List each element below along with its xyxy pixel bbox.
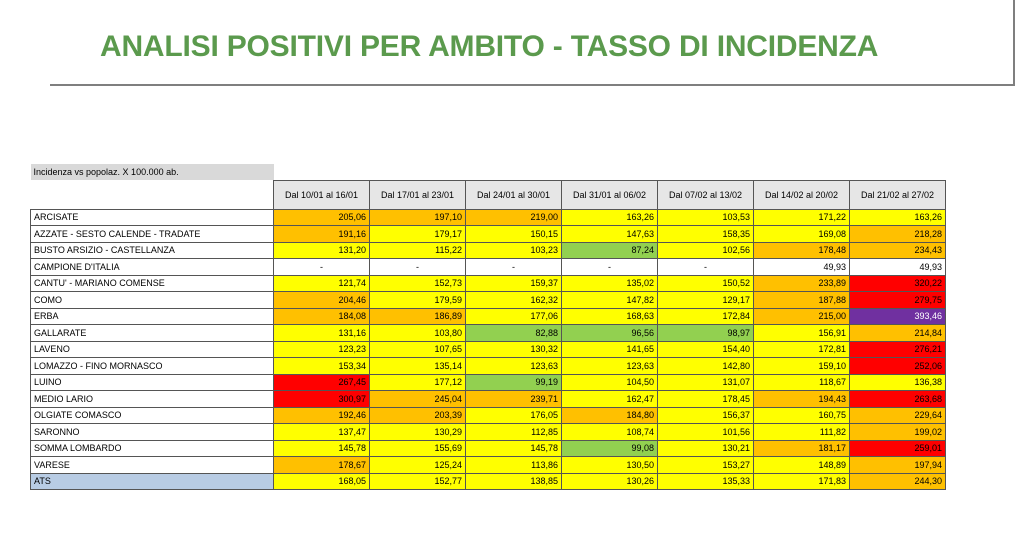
row-label: ARCISATE <box>31 209 274 226</box>
table-cell: 115,22 <box>370 242 466 259</box>
table-cell: 155,69 <box>370 440 466 457</box>
table-cell: 130,32 <box>466 341 562 358</box>
table-cell: 244,30 <box>850 473 946 490</box>
table-cell: 104,50 <box>562 374 658 391</box>
table-cell: 320,22 <box>850 275 946 292</box>
table-cell: 129,17 <box>658 292 754 309</box>
table-cell: 131,16 <box>274 325 370 342</box>
table-row <box>31 209 946 226</box>
table-cell: 186,89 <box>370 308 466 325</box>
table-cell: 239,71 <box>466 391 562 408</box>
table-cell: 159,10 <box>754 358 850 375</box>
table-cell: 178,48 <box>754 242 850 259</box>
table-row <box>31 292 946 309</box>
title-underline <box>50 84 1015 86</box>
table-cell: 49,93 <box>754 259 850 276</box>
table-row <box>31 391 946 408</box>
table-cell: 152,73 <box>370 275 466 292</box>
table-cell: 103,23 <box>466 242 562 259</box>
column-header: Dal 31/01 al 06/02 <box>562 180 658 209</box>
column-header: Dal 10/01 al 16/01 <box>274 180 370 209</box>
caption-spacer <box>754 164 850 180</box>
table-cell: 113,86 <box>466 457 562 474</box>
table-cell: 163,26 <box>850 209 946 226</box>
column-header: Dal 21/02 al 27/02 <box>850 180 946 209</box>
table-cell: 172,81 <box>754 341 850 358</box>
row-label: GALLARATE <box>31 325 274 342</box>
caption-spacer <box>274 164 370 180</box>
table-cell: 136,38 <box>850 374 946 391</box>
table-cell: - <box>274 259 370 276</box>
table-row <box>31 473 946 490</box>
row-label: OLGIATE COMASCO <box>31 407 274 424</box>
row-label: BUSTO ARSIZIO - CASTELLANZA <box>31 242 274 259</box>
table-cell: 152,77 <box>370 473 466 490</box>
table-cell: 204,46 <box>274 292 370 309</box>
row-label: CANTU' - MARIANO COMENSE <box>31 275 274 292</box>
table-row <box>31 341 946 358</box>
table-row <box>31 407 946 424</box>
table-cell: 148,89 <box>754 457 850 474</box>
column-header: Dal 14/02 al 20/02 <box>754 180 850 209</box>
row-label: CAMPIONE D'ITALIA <box>31 259 274 276</box>
table-cell: 187,88 <box>754 292 850 309</box>
table-cell: 87,24 <box>562 242 658 259</box>
table-row <box>31 275 946 292</box>
table-cell: 156,37 <box>658 407 754 424</box>
table-cell: 153,34 <box>274 358 370 375</box>
table-cell: - <box>562 259 658 276</box>
table-cell: - <box>466 259 562 276</box>
table-cell: 205,06 <box>274 209 370 226</box>
table-cell: 125,24 <box>370 457 466 474</box>
table-row <box>31 308 946 325</box>
table-cell: 171,22 <box>754 209 850 226</box>
table-cell: 197,94 <box>850 457 946 474</box>
row-label: LAVENO <box>31 341 274 358</box>
table-row <box>31 259 946 276</box>
table-cell: 150,52 <box>658 275 754 292</box>
table-cell: 141,65 <box>562 341 658 358</box>
table-row <box>31 325 946 342</box>
row-label: ATS <box>31 473 274 490</box>
row-label: VARESE <box>31 457 274 474</box>
table-cell: 168,05 <box>274 473 370 490</box>
column-header: Dal 17/01 al 23/01 <box>370 180 466 209</box>
table-cell: 163,26 <box>562 209 658 226</box>
row-label: MEDIO LARIO <box>31 391 274 408</box>
table-caption: Incidenza vs popolaz. X 100.000 ab. <box>31 164 274 180</box>
table-cell: 123,23 <box>274 341 370 358</box>
table-cell: 99,08 <box>562 440 658 457</box>
table-cell: 130,50 <box>562 457 658 474</box>
row-label: LUINO <box>31 374 274 391</box>
table-cell: 138,85 <box>466 473 562 490</box>
incidence-table-container <box>30 164 946 490</box>
caption-row <box>31 164 946 180</box>
row-label: AZZATE - SESTO CALENDE - TRADATE <box>31 226 274 243</box>
caption-spacer <box>466 164 562 180</box>
table-cell: 172,84 <box>658 308 754 325</box>
table-cell: 150,15 <box>466 226 562 243</box>
slide-title: ANALISI POSITIVI PER AMBITO - TASSO DI INCIDENZA <box>100 30 879 63</box>
row-label: SOMMA LOMBARDO <box>31 440 274 457</box>
column-header: Dal 07/02 al 13/02 <box>658 180 754 209</box>
table-cell: 233,89 <box>754 275 850 292</box>
table-cell: 214,84 <box>850 325 946 342</box>
caption-spacer <box>850 164 946 180</box>
table-cell: 103,80 <box>370 325 466 342</box>
table-cell: 252,06 <box>850 358 946 375</box>
table-cell: 168,63 <box>562 308 658 325</box>
table-row <box>31 226 946 243</box>
column-header: Dal 24/01 al 30/01 <box>466 180 562 209</box>
table-cell: 179,17 <box>370 226 466 243</box>
table-cell: - <box>658 259 754 276</box>
table-cell: 276,21 <box>850 341 946 358</box>
table-cell: 82,88 <box>466 325 562 342</box>
row-label: SARONNO <box>31 424 274 441</box>
table-cell: 178,67 <box>274 457 370 474</box>
table-cell: 179,59 <box>370 292 466 309</box>
table-cell: 130,21 <box>658 440 754 457</box>
table-cell: 135,33 <box>658 473 754 490</box>
incidence-table <box>30 164 946 490</box>
table-cell: 153,27 <box>658 457 754 474</box>
table-cell: 108,74 <box>562 424 658 441</box>
table-cell: 154,40 <box>658 341 754 358</box>
table-cell: 177,12 <box>370 374 466 391</box>
table-row <box>31 457 946 474</box>
table-row <box>31 358 946 375</box>
table-cell: 178,45 <box>658 391 754 408</box>
caption-spacer <box>658 164 754 180</box>
table-cell: 197,10 <box>370 209 466 226</box>
table-cell: 219,00 <box>466 209 562 226</box>
table-cell: 130,29 <box>370 424 466 441</box>
table-cell: 111,82 <box>754 424 850 441</box>
header-corner <box>31 180 274 209</box>
table-cell: 160,75 <box>754 407 850 424</box>
table-cell: 103,53 <box>658 209 754 226</box>
table-cell: 199,02 <box>850 424 946 441</box>
header-row <box>31 180 946 209</box>
caption-spacer <box>370 164 466 180</box>
table-cell: 137,47 <box>274 424 370 441</box>
table-cell: 145,78 <box>274 440 370 457</box>
table-cell: 267,45 <box>274 374 370 391</box>
table-row <box>31 440 946 457</box>
table-cell: 98,97 <box>658 325 754 342</box>
table-cell: 158,35 <box>658 226 754 243</box>
table-cell: 159,37 <box>466 275 562 292</box>
table-cell: 259,01 <box>850 440 946 457</box>
table-cell: 102,56 <box>658 242 754 259</box>
table-cell: 234,43 <box>850 242 946 259</box>
table-cell: 135,02 <box>562 275 658 292</box>
row-label: COMO <box>31 292 274 309</box>
table-cell: 194,43 <box>754 391 850 408</box>
table-cell: 147,82 <box>562 292 658 309</box>
table-cell: 145,78 <box>466 440 562 457</box>
table-cell: 147,63 <box>562 226 658 243</box>
table-cell: 203,39 <box>370 407 466 424</box>
title-side-rule <box>1013 0 1015 86</box>
table-cell: 121,74 <box>274 275 370 292</box>
table-cell: - <box>370 259 466 276</box>
table-cell: 181,17 <box>754 440 850 457</box>
table-cell: 123,63 <box>562 358 658 375</box>
row-label: LOMAZZO - FINO MORNASCO <box>31 358 274 375</box>
table-cell: 184,08 <box>274 308 370 325</box>
table-row <box>31 242 946 259</box>
table-row <box>31 424 946 441</box>
table-cell: 156,91 <box>754 325 850 342</box>
table-cell: 142,80 <box>658 358 754 375</box>
table-row <box>31 374 946 391</box>
caption-spacer <box>562 164 658 180</box>
table-cell: 177,06 <box>466 308 562 325</box>
table-cell: 245,04 <box>370 391 466 408</box>
table-cell: 279,75 <box>850 292 946 309</box>
table-cell: 135,14 <box>370 358 466 375</box>
table-cell: 130,26 <box>562 473 658 490</box>
table-cell: 162,32 <box>466 292 562 309</box>
table-cell: 229,64 <box>850 407 946 424</box>
table-cell: 123,63 <box>466 358 562 375</box>
table-cell: 99,19 <box>466 374 562 391</box>
table-cell: 107,65 <box>370 341 466 358</box>
table-cell: 300,97 <box>274 391 370 408</box>
table-cell: 191,16 <box>274 226 370 243</box>
table-cell: 49,93 <box>850 259 946 276</box>
table-cell: 176,05 <box>466 407 562 424</box>
table-cell: 131,20 <box>274 242 370 259</box>
table-cell: 192,46 <box>274 407 370 424</box>
table-cell: 171,83 <box>754 473 850 490</box>
table-cell: 96,56 <box>562 325 658 342</box>
table-cell: 162,47 <box>562 391 658 408</box>
table-cell: 184,80 <box>562 407 658 424</box>
table-cell: 118,67 <box>754 374 850 391</box>
table-cell: 218,28 <box>850 226 946 243</box>
row-label: ERBA <box>31 308 274 325</box>
table-cell: 215,00 <box>754 308 850 325</box>
table-cell: 263,68 <box>850 391 946 408</box>
table-cell: 112,85 <box>466 424 562 441</box>
table-cell: 131,07 <box>658 374 754 391</box>
table-cell: 393,46 <box>850 308 946 325</box>
table-cell: 169,08 <box>754 226 850 243</box>
table-cell: 101,56 <box>658 424 754 441</box>
